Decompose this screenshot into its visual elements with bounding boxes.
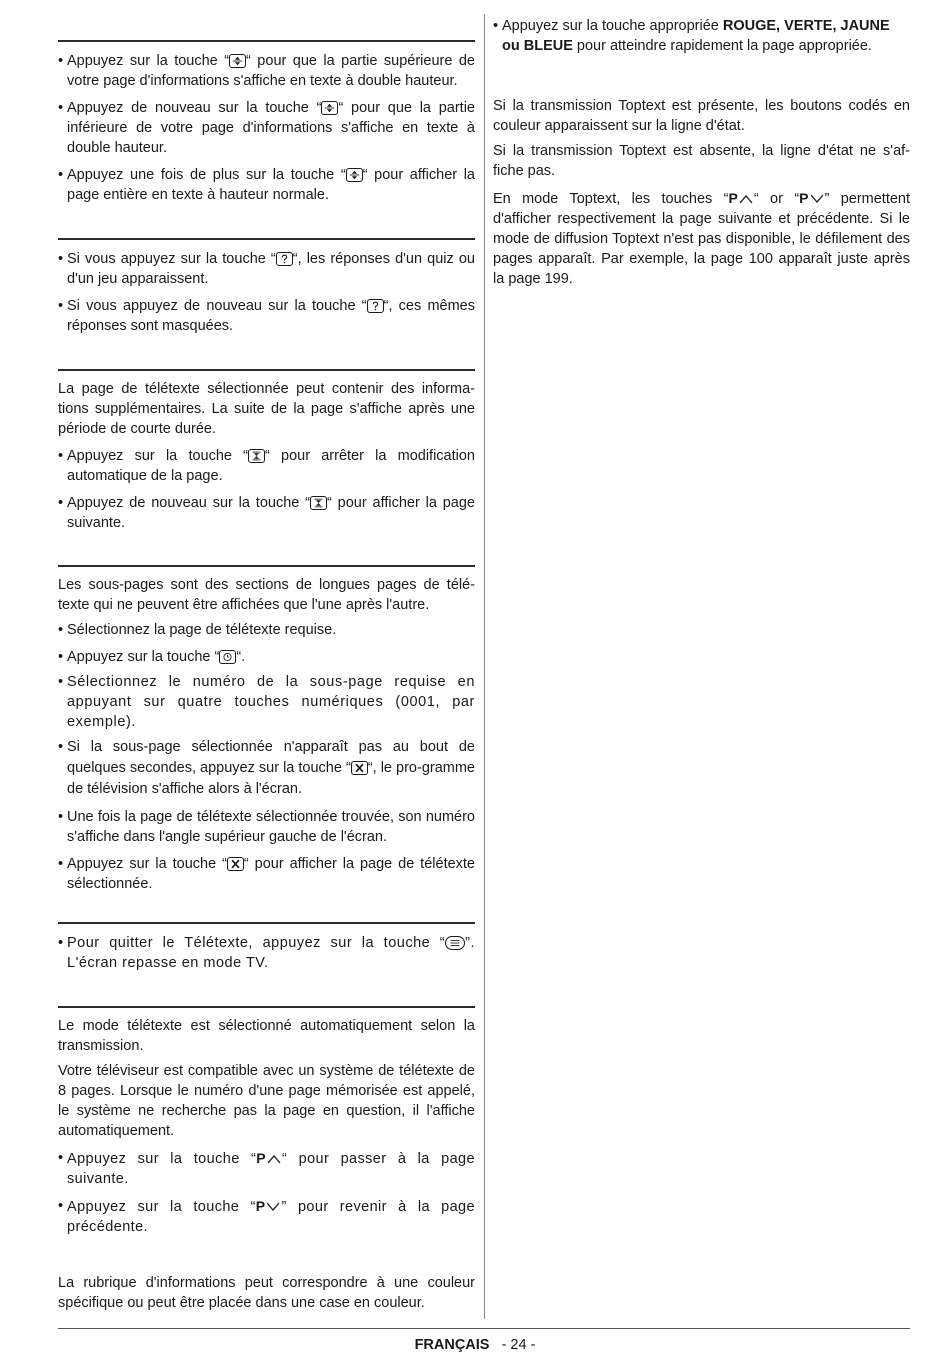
- hold-section: [58, 379, 475, 533]
- paragraph: Les sous-pages sont des sections de longues pages de télé-texte qui ne peuvent être affichées que l'une après l'autre.: [58, 577, 475, 613]
- bullet-item: • Appuyez sur la touche “ “ pour que la partie supérieure de votre page d'informations s'affiche en texte à double hauteur.: [58, 51, 475, 91]
- bullet-item: • Appuyez une fois de plus sur la touche “ “ pour afficher la page entière en texte à hauteur normale.: [58, 165, 475, 205]
- subpage-icon: [219, 650, 236, 664]
- paragraph: Le mode télétexte est sélectionné automatiquement selon la transmission.: [58, 1018, 475, 1054]
- reveal-icon: [367, 299, 384, 313]
- page-down-icon: P: [799, 190, 824, 206]
- toptext-section: [493, 96, 910, 289]
- hold-icon: [248, 449, 265, 463]
- cancel-icon: [351, 761, 368, 775]
- subpage-section: [58, 575, 475, 894]
- paragraph: Si la transmission Toptext est présente, les boutons codés en couleur apparaissent sur la ligne d'état.: [493, 98, 910, 134]
- bullet-item: • Appuyez sur la touche “ “.: [58, 647, 475, 667]
- hold-icon: [310, 496, 327, 510]
- section-rule: [58, 1006, 475, 1008]
- section-rule: [58, 40, 475, 42]
- bullet-item: • Sélectionnez la page de télétexte requise.: [58, 620, 475, 640]
- bullet-item: • Appuyez sur la touche “P ” pour revenir à la page précédente.: [58, 1196, 475, 1237]
- bullet-item: • Si la sous-page sélectionnée n'apparaît pas au bout de quelques secondes, appuyez sur la touche “ “, le pro-gramme de télévision s'affiche alors à l'écran.: [58, 737, 475, 800]
- footer-rule: [58, 1328, 910, 1329]
- cancel-icon: [227, 857, 244, 871]
- paragraph: En mode Toptext, les touches “P “ or “P ” permettent d'afficher respectivement la page suivante et précédente. Si le mode de diffusion Toptext n'est pas disponible, le défilement des pages apparaît. Par exemple, la page 100 apparaît juste après la page 199.: [493, 190, 911, 287]
- bullet-item: • Appuyez sur la touche “ “ pour afficher la page de télétexte sélectionnée.: [58, 854, 475, 894]
- page-number: - 24 -: [501, 1337, 536, 1353]
- page-up-icon: P: [256, 1150, 282, 1166]
- teletext-exit-icon: [445, 936, 465, 950]
- bullet-item: • Pour quitter le Télétexte, appuyez sur la touche “ ”. L'écran repasse en mode TV.: [58, 933, 475, 973]
- bullet-item: • Si vous appuyez de nouveau sur la touche “ “, ces mêmes réponses sont masquées.: [58, 296, 475, 336]
- paragraph: La rubrique d'informations peut correspondre à une couleur spécifique ou peut être placée dans une case en couleur.: [58, 1275, 475, 1311]
- colour-section: [58, 1273, 475, 1313]
- paragraph: Si la transmission Toptext est absente, la ligne d'état ne s'af-fiche pas.: [493, 143, 910, 179]
- page-navigation-section: [58, 1016, 475, 1237]
- section-rule: [58, 922, 475, 924]
- bullet-item: • Appuyez sur la touche “ “ pour arrêter la modification automatique de la page.: [58, 446, 475, 486]
- colour-keys-section: [493, 16, 910, 56]
- bullet-item: • Appuyez sur la touche appropriée ROUGE, VERTE, JAUNE ou BLEUE pour atteindre rapidement la page appropriée.: [493, 16, 910, 56]
- section-rule: [58, 565, 475, 567]
- bullet-item: • Appuyez de nouveau sur la touche “ “ pour que la partie inférieure de votre page d'informations s'affiche en texte à double hauteur.: [58, 98, 475, 158]
- column-divider: [484, 14, 485, 1319]
- bullet-item: • Appuyez sur la touche “P “ pour passer à la page suivante.: [58, 1148, 475, 1189]
- reveal-section: [58, 249, 475, 336]
- double-height-icon: [321, 101, 338, 115]
- paragraph: Votre téléviseur est compatible avec un système de télétexte de 8 pages. Lorsque le numéro d'une page mémorisée est appelé, le système ne recherche pas la page en question, il l'affiche automatiquement.: [58, 1063, 475, 1139]
- section-rule: [58, 238, 475, 240]
- bullet-item: • Appuyez de nouveau sur la touche “ “ pour afficher la page suivante.: [58, 493, 475, 533]
- double-height-icon: [229, 54, 246, 68]
- page-down-icon: P: [256, 1198, 282, 1214]
- reveal-icon: [276, 252, 293, 266]
- section-rule: [58, 369, 475, 371]
- exit-section: [58, 933, 475, 973]
- paragraph: La page de télétexte sélectionnée peut contenir des informa-tions supplémentaires. La suite de la page s'affiche après une période de courte durée.: [58, 381, 475, 437]
- page-up-icon: P: [729, 190, 754, 206]
- double-height-icon: [346, 168, 363, 182]
- bullet-item: • Sélectionnez le numéro de la sous-page requise en appuyant sur quatre touches numériques (0001, par exemple).: [58, 672, 475, 732]
- bullet-item: • Une fois la page de télétexte sélectionnée trouvée, son numéro s'affiche dans l'angle supérieur gauche de l'écran.: [58, 807, 475, 847]
- footer-language: FRANÇAIS: [414, 1337, 490, 1353]
- double-height-section: [58, 51, 475, 205]
- page-footer: [0, 1335, 950, 1355]
- bullet-item: • Si vous appuyez sur la touche “ “, les réponses d'un quiz ou d'un jeu apparaissent.: [58, 249, 475, 289]
